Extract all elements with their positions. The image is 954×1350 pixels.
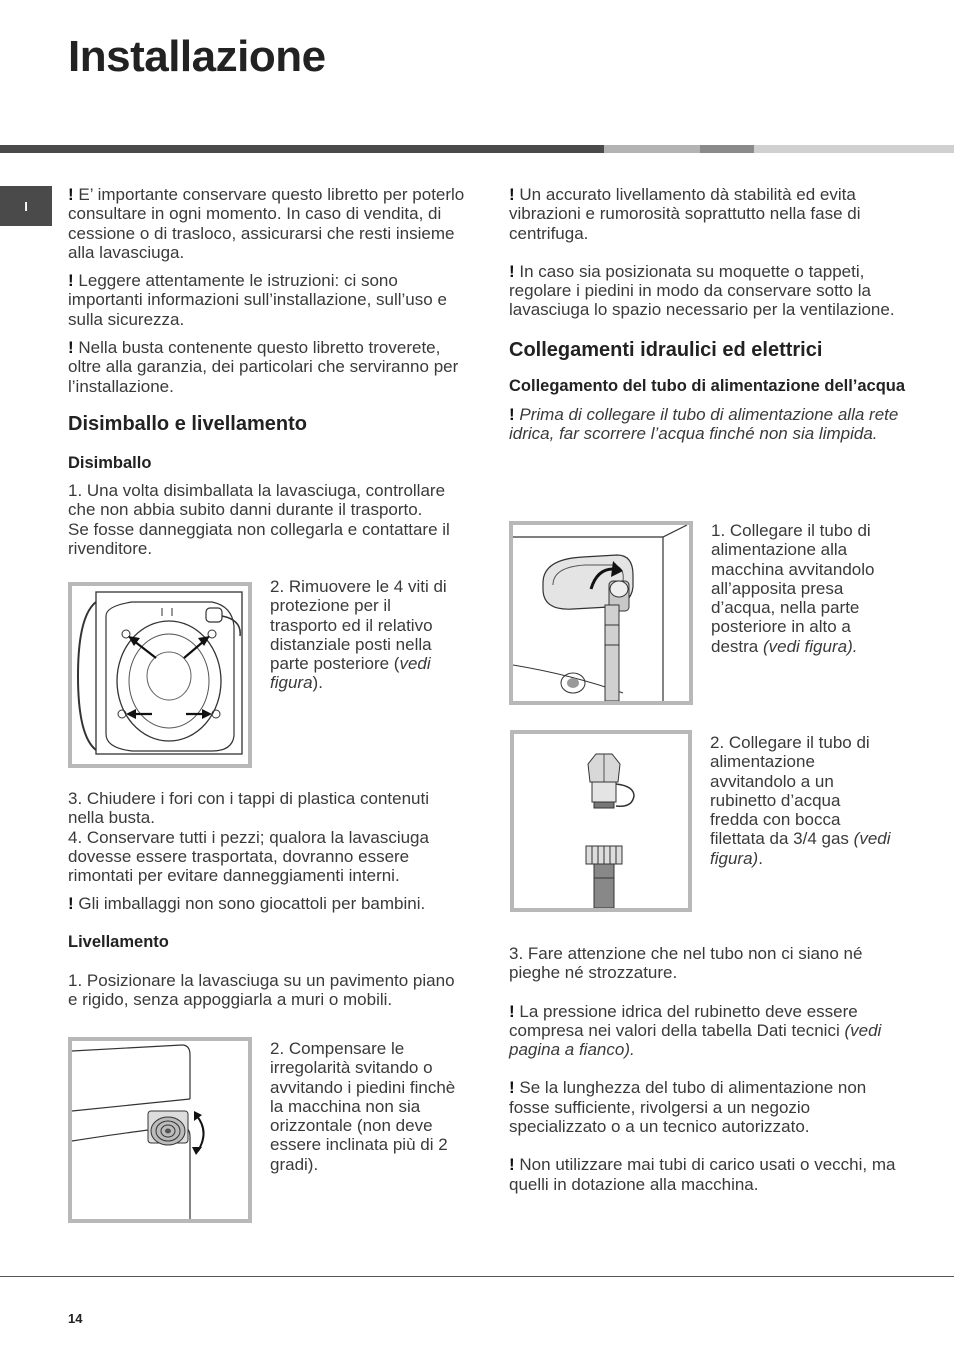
- right-column: [509, 185, 909, 443]
- header-bar-light: [754, 145, 954, 153]
- note-water-pressure: ! La pressione idrica del rubinetto deve essere compresa nei valori della tabella Dati tecnici (vedi pagina a fianco).: [509, 1001, 882, 1060]
- water-tap-illustration: [514, 734, 688, 908]
- collegamento-step-2: 2. Collegare il tubo di alimentazione avvitandolo a un rubinetto d’acqua fredda con bocca filettata da 3/4 gas (vedi figura).: [710, 733, 891, 868]
- right-column-continued: [509, 944, 909, 1194]
- disimballo-step-1b: Se fosse danneggiata non collegarla e contattare il rivenditore.: [68, 519, 450, 558]
- water-inlet-illustration: [513, 525, 689, 701]
- figure-adjustable-foot: [68, 1037, 252, 1223]
- page-title: Installazione: [68, 32, 326, 81]
- subsection-title-tubo-alimentazione: Collegamento del tubo di alimentazione dell’acqua: [509, 376, 906, 395]
- page-number: 14: [68, 1311, 83, 1326]
- collegamento-step-3: 3. Fare attenzione che nel tubo non ci siano né pieghe né strozzature.: [509, 944, 863, 983]
- note-levelling-stability: ! Un accurato livellamento dà stabilità ed evita vibrazioni e rumorosità soprattutto nella fase di centrifuga.: [509, 185, 861, 243]
- machine-back-illustration: [72, 586, 248, 764]
- foot-illustration: [72, 1041, 248, 1219]
- disimballo-step-1: 1. Una volta disimballata la lavasciuga, controllare che non abbia subito danni durante il trasporto.: [68, 480, 446, 520]
- note-carpet-ventilation: ! In caso sia posizionata su moquette o tappeti, regolare i piedini in modo da conservare sotto la lavasciuga lo spazio necessario per la ventilazione.: [509, 261, 895, 320]
- left-column-continued: [68, 789, 468, 1009]
- disimballo-step-3: 3. Chiudere i fori con i tappi di plastica contenuti nella busta.: [68, 789, 429, 828]
- section-title-disimballo-livellamento: Disimballo e livellamento: [68, 412, 307, 435]
- disimballo-step-4: 4. Conservare tutti i pezzi; qualora la lavasciuga dovesse essere trasportata, dovranno essere rimontati per evitare danneggiamenti interni.: [68, 827, 429, 886]
- left-column: [68, 185, 468, 558]
- disimballo-step-2: 2. Rimuovere le 4 viti di protezione per il trasporto ed il relativo distanziale posti nella parte posteriore (vedi figura).: [270, 577, 447, 693]
- header-bar-dark-short: [700, 145, 754, 153]
- figure-machine-back-screws: [68, 582, 252, 768]
- livellamento-step-2: 2. Compensare le irregolarità svitando o avvitando i piedini finchè la macchina non sia orizzontale (non deve essere inclinata più di 2 gradi).: [270, 1039, 456, 1174]
- collegamento-step-1: 1. Collegare il tubo di alimentazione alla macchina avvitandolo all’apposita presa d’acqua, nella parte posteriore in alto a destra (vedi figura).: [711, 521, 875, 656]
- note-let-water-run: ! Prima di collegare il tubo di alimentazione alla rete idrica, far scorrere l’acqua finché non sia limpida.: [509, 404, 899, 444]
- footer-rule: [0, 1276, 954, 1277]
- livellamento-step-1: 1. Posizionare la lavasciuga su un pavimento piano e rigido, senza appoggiarla a muri o mobili.: [68, 970, 455, 1010]
- header-bar-dark: [0, 145, 604, 153]
- section-title-collegamenti: Collegamenti idraulici ed elettrici: [509, 338, 823, 361]
- note-keep-manual: ! E’ importante conservare questo libretto per poterlo consultare in ogni momento. In caso di vendita, di cessione o di trasloco, assicurarsi che resti insieme alla lavasciuga.: [68, 185, 465, 262]
- note-bag-contents: ! Nella busta contenente questo libretto troverete, oltre alla garanzia, dei particolari che serviranno per l’installazione.: [68, 338, 459, 396]
- header-bar-mid: [604, 145, 700, 153]
- note-no-used-hoses: ! Non utilizzare mai tubi di carico usati o vecchi, ma quelli in dotazione alla macchina.: [509, 1155, 896, 1194]
- figure-water-tap: [510, 730, 692, 912]
- note-hose-length: ! Se la lunghezza del tubo di alimentazione non fosse sufficiente, rivolgersi a un negozio specializzato o a un tecnico autorizzato.: [509, 1078, 867, 1137]
- figure-water-inlet-machine: [509, 521, 693, 705]
- subsection-title-livellamento: Livellamento: [68, 932, 169, 951]
- note-read-instructions: ! Leggere attentamente le istruzioni: ci sono importanti informazioni sull’installazione, sull’uso e sulla sicurezza.: [68, 271, 447, 329]
- subsection-title-disimballo: Disimballo: [68, 453, 152, 472]
- note-packaging-not-toys: ! Gli imballaggi non sono giocattoli per bambini.: [68, 894, 426, 914]
- language-tab: I: [0, 186, 52, 226]
